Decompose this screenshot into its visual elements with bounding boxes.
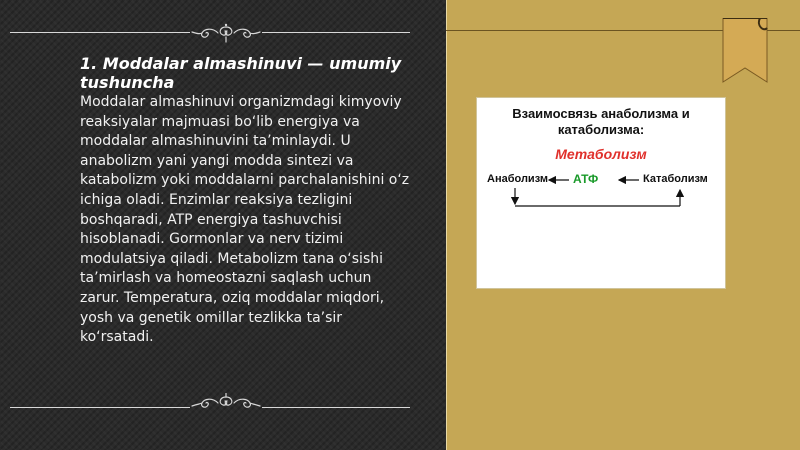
bottom-rule-right <box>262 407 410 408</box>
bookmark-ribbon-icon <box>720 18 770 88</box>
figure-metabolism-label: Метаболизм <box>555 146 647 162</box>
flourish-ornament-top-icon <box>190 23 262 43</box>
figure-catabolism-label: Катаболизм <box>643 173 708 185</box>
slide-body-text: Moddalar almashinuvi organizmdagi kimyoviy reaksiyalar majmuasi bo‘lib energiya va moddalar almashinuvini ta’minlaydi. U anabolizm yani yangi modda sintezi va katabolizm yoki moddalarni parchalanishini o‘z ichiga oladi. Enzimlar reaksiya tezligini boshqaradi, ATP energiya tashuvchisi hisoblanadi. Gormonlar va nerv tizimi modulatsiya qiladi. Metabolizm tana o‘sishi ta’mirlash va homeostazni saqlash uchun zarur. Temperatura, oziq moddalar miqdori, yosh va genetik omillar tezlikka ta’sir ko‘rsatadi. <box>80 94 410 346</box>
top-rule-left <box>10 32 190 33</box>
top-rule-right <box>262 32 410 33</box>
figure-anabolism-label: Анаболизм <box>487 173 549 185</box>
bottom-rule-left <box>10 407 190 408</box>
metabolism-figure <box>476 97 726 289</box>
figure-atp-label: АТФ <box>573 172 599 186</box>
slide-title: 1. Moddalar almashinuvi — umumiy tushuncha <box>80 54 402 92</box>
figure-title: Взаимосвязь анаболизма и катаболизма: <box>512 106 690 137</box>
flourish-ornament-bottom-icon <box>190 393 262 413</box>
